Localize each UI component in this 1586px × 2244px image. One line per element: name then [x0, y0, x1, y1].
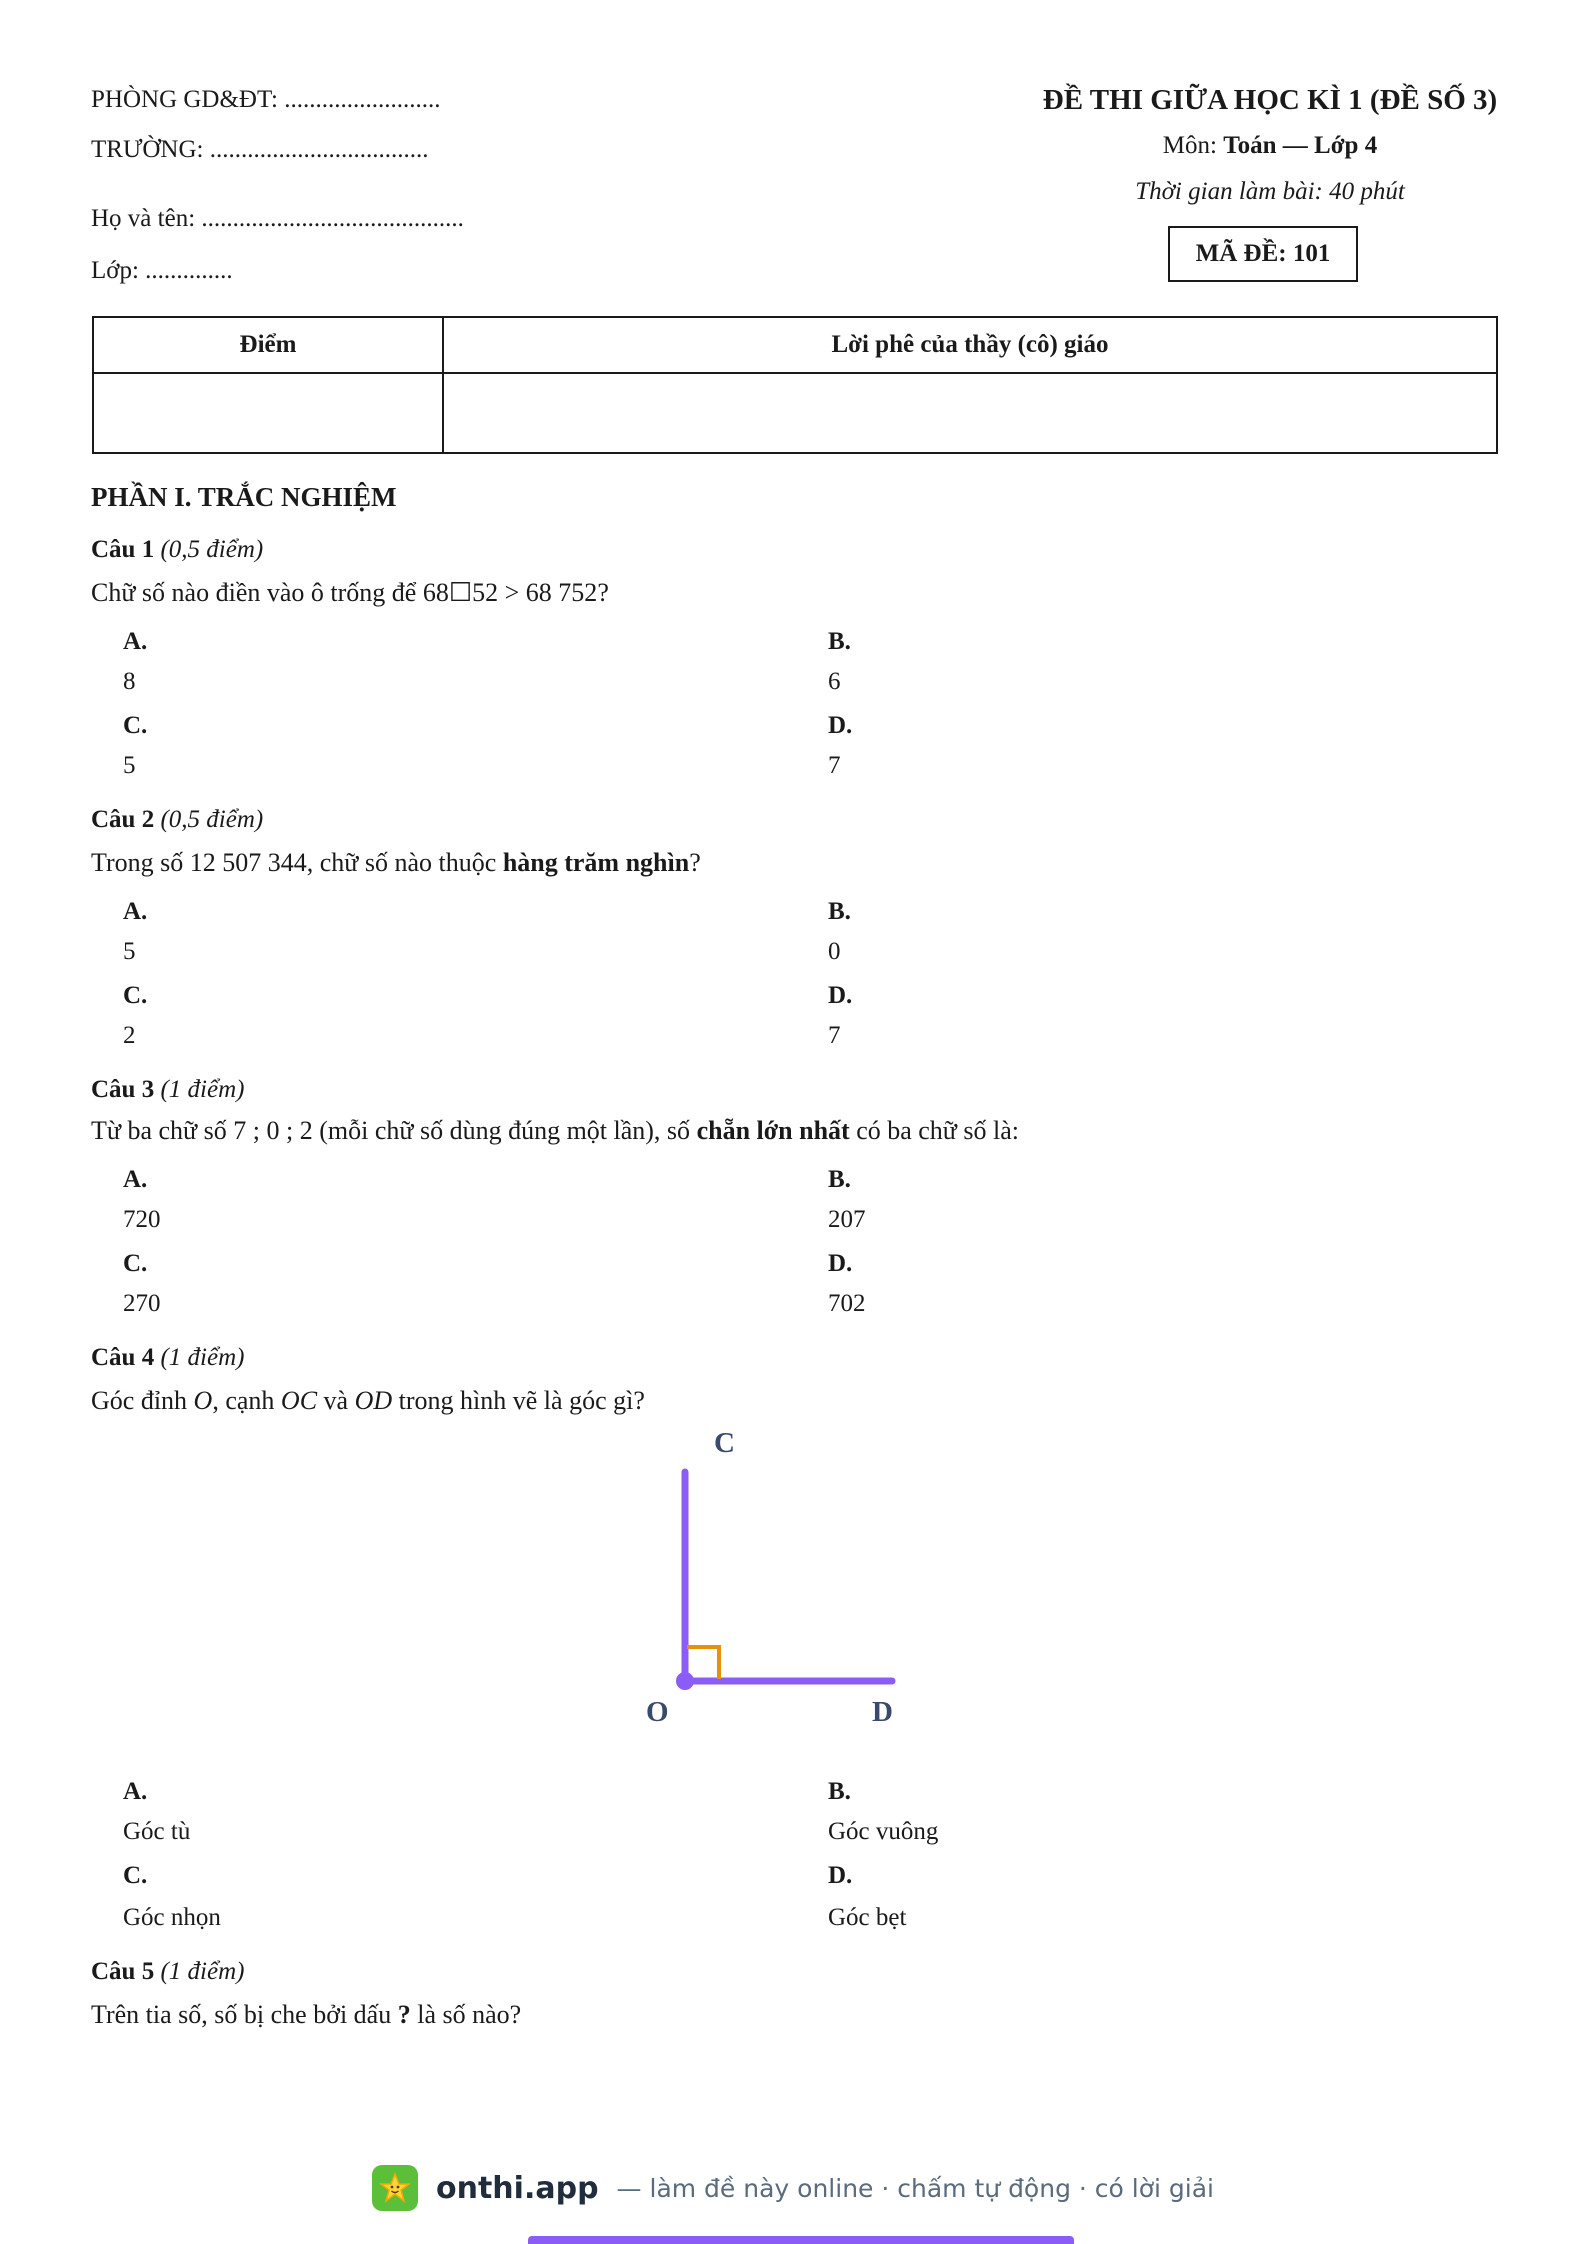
question-points: (1 điểm)	[160, 1958, 245, 1985]
question-text-part: Trong số	[91, 848, 190, 877]
math-variable: OC	[280, 1386, 318, 1415]
exam-code: MÃ ĐỀ: 101	[1168, 226, 1358, 282]
question-label: Câu 3	[91, 1076, 155, 1103]
option-c-value[interactable]: 5	[123, 752, 136, 779]
option-c-label[interactable]: C.	[123, 712, 148, 739]
option-b-value[interactable]: Góc vuông	[828, 1818, 939, 1845]
label-o: O	[646, 1696, 669, 1728]
angle-figure	[620, 1420, 920, 1740]
class-line: Lớp: ..............	[91, 257, 233, 284]
math-expression: 68☐52 > 68 752	[422, 578, 598, 607]
option-a-label[interactable]: A.	[123, 1778, 148, 1805]
option-d-label[interactable]: D.	[828, 982, 853, 1009]
option-a-value[interactable]: Góc tù	[123, 1818, 191, 1845]
question-text-part: Góc đỉnh	[91, 1386, 194, 1415]
option-c-value[interactable]: 270	[123, 1290, 161, 1317]
question-text-part: là số nào?	[410, 2000, 522, 2029]
question-label: Câu 1	[91, 536, 155, 563]
option-a-label[interactable]: A.	[123, 898, 148, 925]
star-icon	[379, 2172, 411, 2204]
question-1-text	[91, 578, 609, 608]
student-name-line: Họ và tên: ..........................................	[91, 205, 464, 232]
label-d: D	[872, 1696, 893, 1728]
option-b-value[interactable]: 6	[828, 668, 841, 695]
question-text-part: trong hình vẽ là góc gì?	[392, 1386, 645, 1415]
question-text-part: có ba chữ số là:	[849, 1116, 1020, 1145]
option-c-value[interactable]: Góc nhọn	[123, 1904, 221, 1931]
option-d-label[interactable]: D.	[828, 1862, 853, 1889]
option-b-label[interactable]: B.	[828, 1166, 851, 1193]
exam-time: Thời gian làm bài: 40 phút	[1135, 178, 1405, 205]
question-points: (0,5 điểm)	[160, 536, 264, 563]
option-d-label[interactable]: D.	[828, 1250, 853, 1277]
option-b-label[interactable]: B.	[828, 898, 851, 925]
option-d-value[interactable]: 7	[828, 752, 841, 779]
option-a-value[interactable]: 8	[123, 668, 136, 695]
question-label: Câu 4	[91, 1344, 155, 1371]
question-text-part: và	[317, 1386, 355, 1415]
question-5-header	[91, 1958, 244, 1986]
question-5-text	[91, 2000, 521, 2030]
grade-table	[92, 316, 1498, 454]
math-expression: 12 507 344	[189, 848, 307, 877]
subject-line	[1040, 132, 1500, 160]
question-points: (1 điểm)	[160, 1076, 245, 1103]
question-2-text	[91, 848, 701, 878]
comment-cell[interactable]	[444, 374, 1496, 452]
subject-prefix: Môn:	[1162, 132, 1224, 159]
question-3-header	[91, 1076, 244, 1104]
question-label: Câu 2	[91, 806, 155, 833]
math-variable: O	[193, 1386, 213, 1415]
option-a-label[interactable]: A.	[123, 1166, 148, 1193]
school-line: TRƯỜNG: ...................................	[91, 136, 429, 163]
right-angle-marker	[687, 1647, 719, 1679]
question-emphasis: hàng trăm nghìn	[502, 848, 690, 877]
option-a-value[interactable]: 5	[123, 938, 136, 965]
question-2-header	[91, 806, 263, 834]
exam-title: ĐỀ THI GIỮA HỌC KÌ 1 (ĐỀ SỐ 3)	[1042, 84, 1498, 116]
option-c-label[interactable]: C.	[123, 1250, 148, 1277]
option-a-value[interactable]: 720	[123, 1206, 161, 1233]
option-b-value[interactable]: 207	[828, 1206, 866, 1233]
footer-banner[interactable]	[0, 2160, 1586, 2216]
department-line: PHÒNG GD&ĐT: .........................	[91, 86, 441, 113]
question-text-part: Chữ số nào điền vào ô trống để	[91, 578, 423, 607]
option-d-value[interactable]: 702	[828, 1290, 866, 1317]
subject-name: Toán — Lớp 4	[1223, 132, 1378, 159]
option-d-value[interactable]: 7	[828, 1022, 841, 1049]
question-text-part: Từ ba chữ số 7 ; 0 ; 2 (mỗi chữ số dùng đúng một lần), số	[91, 1116, 697, 1145]
question-points: (0,5 điểm)	[160, 806, 264, 833]
option-b-label[interactable]: B.	[828, 1778, 851, 1805]
vertex-o-point	[676, 1672, 694, 1690]
option-d-label[interactable]: D.	[828, 712, 853, 739]
option-c-label[interactable]: C.	[123, 982, 148, 1009]
question-4-header	[91, 1344, 244, 1372]
question-text-part: , chữ số nào thuộc	[306, 848, 503, 877]
option-b-label[interactable]: B.	[828, 628, 851, 655]
score-header: Điểm	[239, 331, 297, 358]
question-emphasis: ?	[397, 2000, 411, 2029]
question-text-part: Trên tia số, số bị che bởi dấu	[91, 2000, 398, 2029]
question-text-part: ?	[689, 848, 701, 877]
brand-logo[interactable]	[372, 2165, 418, 2211]
score-cell[interactable]	[94, 374, 442, 452]
option-b-value[interactable]: 0	[828, 938, 841, 965]
option-a-label[interactable]: A.	[123, 628, 148, 655]
question-3-text	[91, 1116, 1019, 1146]
option-c-value[interactable]: 2	[123, 1022, 136, 1049]
label-c: C	[714, 1427, 735, 1459]
question-label: Câu 5	[91, 1958, 155, 1985]
option-c-label[interactable]: C.	[123, 1862, 148, 1889]
question-points: (1 điểm)	[160, 1344, 245, 1371]
section-title: PHẦN I. TRẮC NGHIỆM	[91, 482, 397, 512]
comment-header: Lời phê của thầy (cô) giáo	[831, 331, 1109, 358]
math-variable: OD	[354, 1386, 393, 1415]
question-4-text	[91, 1386, 645, 1416]
question-1-header	[91, 536, 263, 564]
question-emphasis: chẵn lớn nhất	[696, 1116, 850, 1145]
question-text-part: ?	[597, 578, 609, 607]
brand-tagline: — làm đề này online · chấm tự động · có lời giải	[616, 2173, 1214, 2203]
question-text-part: , cạnh	[212, 1386, 281, 1415]
footer-accent-bar	[528, 2236, 1074, 2244]
option-d-value[interactable]: Góc bẹt	[828, 1904, 907, 1931]
brand-name[interactable]: onthi.app	[436, 2170, 599, 2206]
